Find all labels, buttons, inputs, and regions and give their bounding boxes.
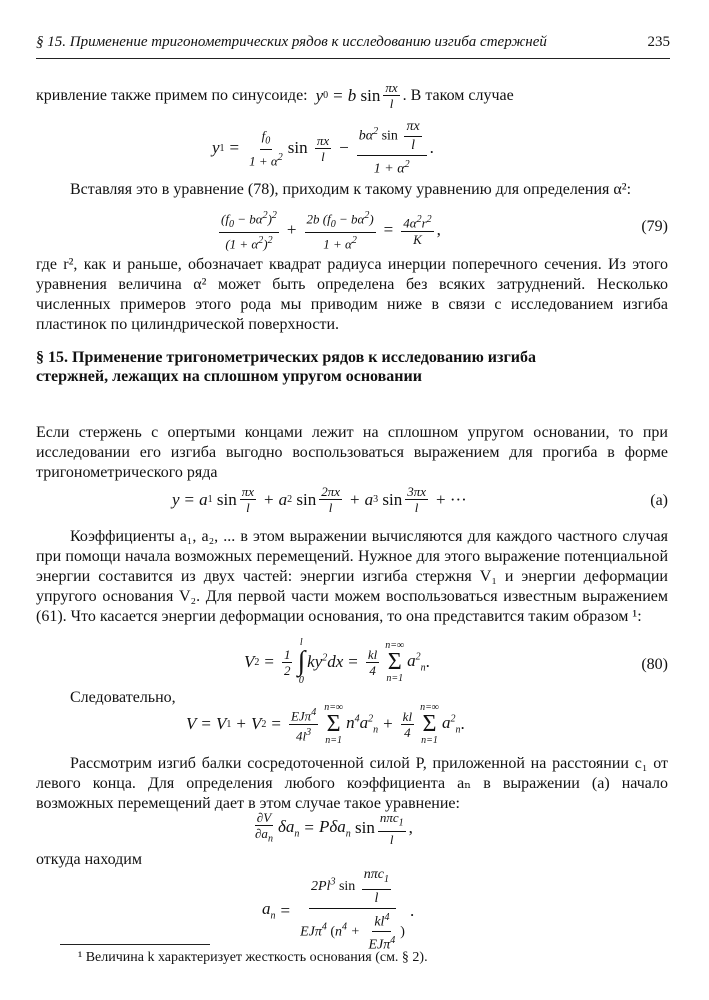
paragraph-6: Следовательно, — [70, 689, 176, 706]
paragraph-1 — [36, 80, 668, 111]
equation-y1: y 1 = $\frac{f_0}{1 + \alpha^2}$ sin $\frac{\pi x}{l}$ − $b\alpha^2$ sin $\frac{\pi x}{l}$ $1 + \alpha^2$ . — [212, 119, 434, 177]
running-header — [36, 34, 670, 51]
paragraph-4: Если стержень с опертыми концами лежит на сплошном упругом основании, то при исследовании его изгиба выгодно воспользоваться выражением для прогиба в форме тригонометрического ряда — [36, 424, 668, 481]
running-title: § 15. Применение тригонометрических рядов к исследованию изгиба стержней — [36, 34, 547, 50]
equation-an: $a_n$ = 2Pl$^3$ sin $\frac{n\pi c_1}{l}$ EJπ$^4$ ($n^4$ + $\frac{kl^4}{EJ\pi^4}$ ) . — [262, 867, 415, 954]
equation-v: V = V 1 + V 2 = $\frac{EJ\pi^4}{4l^3}$ n=∞ Σ n=1 $n^4a^2_n$ + $\frac{kl}{4}$ n=∞ Σ n=1 $a^2_n$ . — [186, 702, 465, 746]
paragraph-2: Вставляя это в уравнение (78), приходим к такому уравнению для определения α²: — [70, 181, 632, 198]
equation-a-number: (a) — [650, 492, 668, 509]
paragraph-5: Коэффициенты a₁, a₂, ... в этом выражении вычисляются для каждого частного случая при помощи начала возможных перемещений. Нужное для этого выражение потенциальной энергии составится из двух частей: энергии изгиба стержня V₁ и энергии деформации упругого основания V₂. Для первой части можем воспользоваться известным выражением (61). Что касается энергии деформации основания, то она представится таким образом ¹: — [36, 528, 668, 625]
formula-y0: y 0 = b sin $\frac{\pi x}{l}$ — [315, 80, 398, 111]
section-heading: § 15. Применение тригонометрических рядов к исследованию изгиба стержней, лежащих на сплошном упругом основании — [36, 349, 536, 385]
header-rule — [36, 58, 670, 59]
paragraph-8: откуда находим — [36, 851, 142, 868]
paragraph-3: где r², как и раньше, обозначает квадрат радиуса инерции поперечного сечения. Из этого уравнения величина α² может быть определена без всяких затруднений. Несколько численных примеров этого рода мы приводим ниже в связи с исследованием изгиба пластинок по цилиндрической поверхности. — [36, 256, 668, 333]
equation-79: $\frac{(f_0 - b\alpha^2)^2}{(1 + \alpha^2)^2}$ + $\frac{2b (f_0 - b\alpha^2)}{1 + \alpha^2}$ = $\frac{4\alpha^2r^2}{K}$ , — [221, 210, 441, 252]
equation-79-number: (79) — [641, 218, 668, 235]
paragraph-1-text: кривление также примем по синусоиде: — [36, 86, 308, 104]
equation-80-number: (80) — [641, 656, 668, 673]
page-number: 235 — [647, 34, 670, 50]
paragraph-7: Рассмотрим изгиб балки сосредоточенной силой P, приложенной на расстоянии c₁ от левого конца. Для определения любого коэффициента aₙ в выражении (а) начало возможных перемещений дает в этом случае такое уравнение: — [36, 755, 668, 812]
paragraph-1-tail: . В таком случае — [402, 86, 514, 104]
footnote-rule — [60, 944, 210, 945]
footnote: ¹ Величина k характеризует жесткость основания (см. § 2). — [78, 950, 428, 965]
equation-dv: $\frac{\partial V}{\partial a_n}$ $\delta a_n$ = Pδa$_n$ sin $\frac{n\pi c_1}{l}$ , — [255, 810, 413, 847]
equation-a: y = a 1 sin $\frac{\pi x}{l}$ + a 2 sin $\frac{2\pi x}{l}$ + a 3 sin $\frac{3\pi x}{l}$ + ··· — [172, 484, 467, 515]
equation-80: V 2 = $\frac{1}{2}$ l ∫ 0 $ky^2dx$ = $\frac{kl}{4}$ n=∞ Σ n=1 $a^2_n$ . — [244, 637, 430, 686]
